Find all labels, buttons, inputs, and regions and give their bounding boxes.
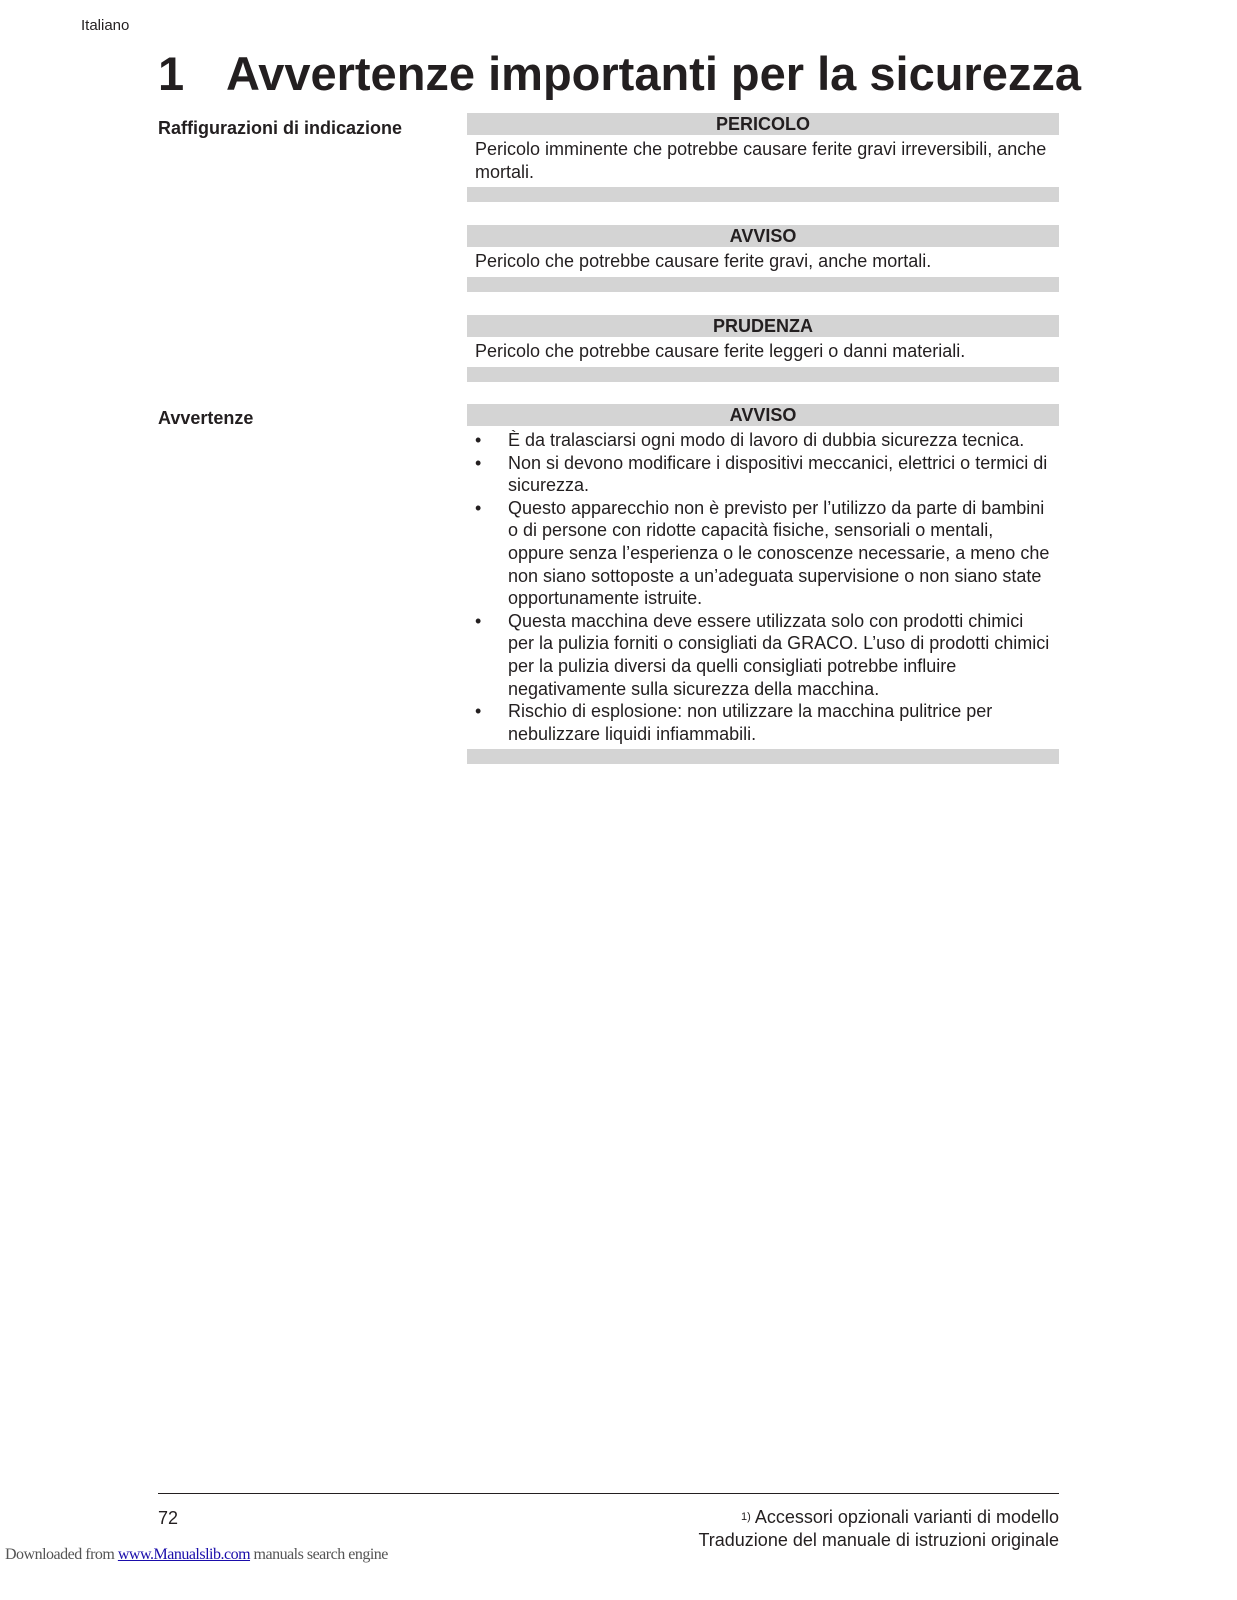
warnings-box: [467, 404, 1059, 764]
list-item-text: Questa macchina deve essere utilizzata solo con prodotti chimici per la pulizia forniti o consigliati da GRACO. L’uso di prodotti chimici per la pulizia diversi da quelli consigliati potrebbe influire negativamente sulla sicurezza della macchina.: [508, 610, 1050, 699]
warnings-section-label: Avvertenze: [158, 408, 254, 428]
bullet-icon: •: [475, 497, 482, 518]
list-item: [475, 452, 1051, 497]
list-item-text: Non si devono modificare i dispositivi meccanici, elettrici o termici di sicurezza.: [508, 452, 1048, 496]
warning-signal-heading: AVVISO: [467, 225, 1059, 247]
footnote: [698, 1506, 1059, 1529]
list-item-text: È da tralasciarsi ogni modo di lavoro di dubbia sicurezza tecnica.: [508, 430, 1025, 450]
footer-notes: [698, 1506, 1059, 1552]
list-item: [475, 610, 1051, 700]
caution-box: [467, 315, 1059, 382]
box-footer-bar: [467, 277, 1059, 292]
list-item-text: Questo apparecchio non è previsto per l’utilizzo da parte di bambini o di persone con ridotte capacità fisiche, sensoriali o mentali, oppure senza l’esperienza o le conoscenze necessarie, a meno che non siano sottoposte a un’adeguata supervisione o non siano state opportunamente istruite.: [508, 497, 1050, 609]
chapter-title: Avvertenze importanti per la sicurezza: [226, 47, 1081, 100]
list-item: [475, 497, 1051, 610]
caution-text: Pericolo che potrebbe causare ferite leggeri o danni materiali.: [475, 341, 966, 361]
download-watermark: [5, 1546, 388, 1564]
list-item: [475, 429, 1051, 452]
danger-text: Pericolo imminente che potrebbe causare ferite gravi irreversibili, anche mortali.: [475, 139, 1047, 182]
list-item-text: Rischio di esplosione: non utilizzare la macchina pulitrice per nebulizzare liquidi infiammabili.: [508, 701, 993, 744]
watermark-suffix: manuals search engine: [253, 1546, 388, 1563]
warnings-heading: AVVISO: [467, 404, 1059, 426]
page-number: 72: [158, 1508, 179, 1528]
box-footer-bar: [467, 367, 1059, 382]
signals-section-label: Raffigurazioni di indicazione: [158, 118, 403, 138]
manualslib-link[interactable]: www.Manualslib.com: [117, 1546, 251, 1563]
bullet-icon: •: [475, 430, 482, 450]
watermark-prefix: Downloaded from: [5, 1546, 115, 1563]
warnings-list: [475, 429, 1051, 745]
danger-box: [467, 113, 1059, 202]
box-footer-bar: [467, 749, 1059, 764]
list-item: [475, 700, 1051, 745]
warning-signal-text: Pericolo che potrebbe causare ferite gravi, anche mortali.: [475, 251, 932, 271]
caution-heading: PRUDENZA: [467, 315, 1059, 337]
language-label: Italiano: [81, 17, 130, 34]
chapter-number: 1: [158, 47, 185, 100]
bullet-icon: •: [475, 701, 482, 722]
bullet-icon: •: [475, 610, 482, 631]
footnote-text: Accessori opzionali varianti di modello: [754, 1507, 1059, 1527]
box-footer-bar: [467, 187, 1059, 202]
bullet-icon: •: [475, 452, 482, 473]
danger-heading: PERICOLO: [467, 113, 1059, 135]
footnote-marker: 1): [741, 1511, 751, 1523]
footer-divider: [158, 1493, 1059, 1494]
translation-note: Traduzione del manuale di istruzioni originale: [698, 1530, 1059, 1550]
warning-signal-box: [467, 225, 1059, 292]
page-title: [158, 44, 1081, 104]
warnings-body: [467, 426, 1059, 749]
